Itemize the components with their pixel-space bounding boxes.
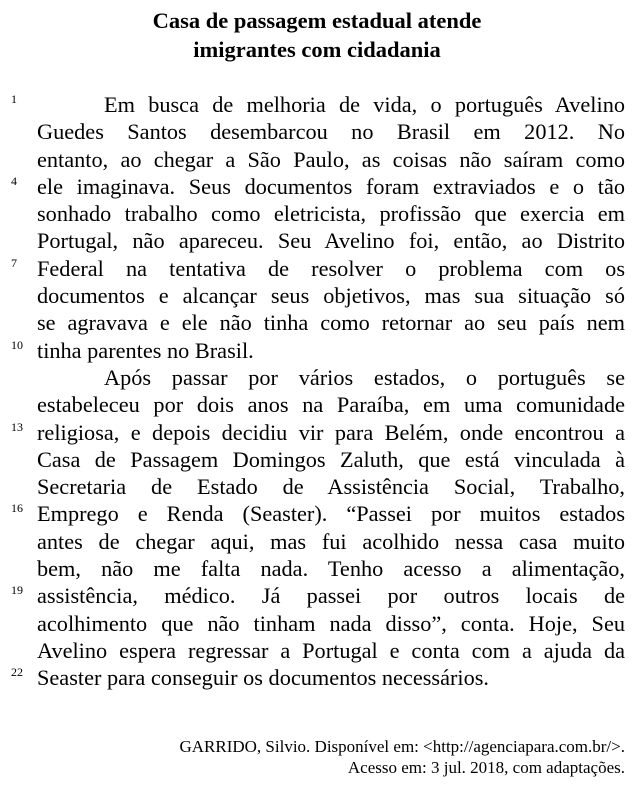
source-line-2: Acesso em: 3 jul. 2018, com adaptações. bbox=[347, 758, 625, 777]
line-text: Após passar por vários estados, o português se bbox=[104, 364, 625, 390]
line-text: Avelino espera regressar a Portugal e conta com a ajuda da bbox=[37, 637, 625, 663]
text-line bbox=[0, 391, 634, 418]
text-line bbox=[0, 364, 634, 391]
line-text: Guedes Santos desembarcou no Brasil em 2012. No bbox=[37, 119, 625, 145]
line-number: 1 bbox=[11, 92, 17, 106]
text-line bbox=[0, 255, 634, 282]
text-line bbox=[0, 282, 634, 309]
text-line bbox=[0, 309, 634, 336]
line-text: antes de chegar aqui, mas fui acolhido nessa casa muito bbox=[37, 528, 625, 554]
line-number: 16 bbox=[11, 501, 23, 516]
line-text: assistência, médico. Já passei por outros locais de bbox=[37, 583, 625, 609]
title-line-2: imigrantes com cidadania bbox=[193, 37, 441, 62]
line-text: religiosa, e depois decidiu vir para Belém, onde encontrou a bbox=[37, 419, 625, 445]
text-line bbox=[0, 446, 634, 473]
line-text: Secretaria de Estado de Assistência Social, Trabalho, bbox=[37, 474, 625, 500]
text-line bbox=[0, 528, 634, 555]
text-line bbox=[0, 118, 634, 145]
line-text: tinha parentes no Brasil. bbox=[37, 337, 254, 363]
line-number: 19 bbox=[11, 583, 23, 598]
text-line bbox=[0, 664, 634, 691]
line-number: 7 bbox=[11, 255, 17, 270]
line-text: sonhado trabalho como eletricista, profissão que exercia em bbox=[37, 201, 625, 227]
line-text: estabeleceu por dois anos na Paraíba, em uma comunidade bbox=[37, 392, 625, 418]
line-number: 10 bbox=[11, 337, 23, 352]
text-line bbox=[0, 473, 634, 500]
line-text: se agravava e ele não tinha como retornar ao seu país nem bbox=[37, 310, 625, 336]
line-number: 22 bbox=[11, 665, 23, 680]
line-text: Emprego e Renda (Seaster). “Passei por muitos estados bbox=[37, 501, 625, 527]
text-line bbox=[0, 146, 634, 173]
text-line bbox=[0, 610, 634, 637]
line-text: entanto, ao chegar a São Paulo, as coisas não saíram como bbox=[37, 146, 625, 172]
source-line-1: GARRIDO, Silvio. Disponível em: <http://agenciapara.com.br/>. bbox=[179, 737, 625, 756]
line-text: documentos e alcançar seus objetivos, mas sua situação só bbox=[37, 283, 625, 309]
text-line bbox=[0, 337, 634, 364]
line-text: ele imaginava. Seus documentos foram extraviados e o tão bbox=[37, 173, 625, 199]
line-text: Casa de Passagem Domingos Zaluth, que está vinculada à bbox=[37, 446, 625, 472]
line-number: 13 bbox=[11, 419, 23, 434]
article-body bbox=[0, 91, 634, 692]
text-line bbox=[0, 637, 634, 664]
text-line bbox=[0, 200, 634, 227]
line-text: Seaster para conseguir os documentos necessários. bbox=[37, 665, 489, 691]
line-text: bem, não me falta nada. Tenho acesso a alimentação, bbox=[37, 556, 625, 582]
line-text: Federal na tentativa de resolver o problema com os bbox=[37, 255, 625, 281]
text-line bbox=[0, 419, 634, 446]
line-text: Em busca de melhoria de vida, o português Avelino bbox=[104, 92, 625, 117]
text-line bbox=[0, 500, 634, 527]
text-line bbox=[0, 227, 634, 254]
text-line bbox=[0, 555, 634, 582]
line-number: 4 bbox=[11, 173, 17, 188]
text-line bbox=[0, 582, 634, 609]
source-citation bbox=[179, 736, 625, 778]
line-text: acolhimento que não tinham nada disso”, conta. Hoje, Seu bbox=[37, 610, 625, 636]
text-line bbox=[0, 173, 634, 200]
line-text: Portugal, não apareceu. Seu Avelino foi, então, ao Distrito bbox=[37, 228, 625, 254]
title-line-1: Casa de passagem estadual atende bbox=[152, 8, 482, 33]
article-title bbox=[0, 6, 634, 64]
text-line bbox=[0, 91, 634, 118]
